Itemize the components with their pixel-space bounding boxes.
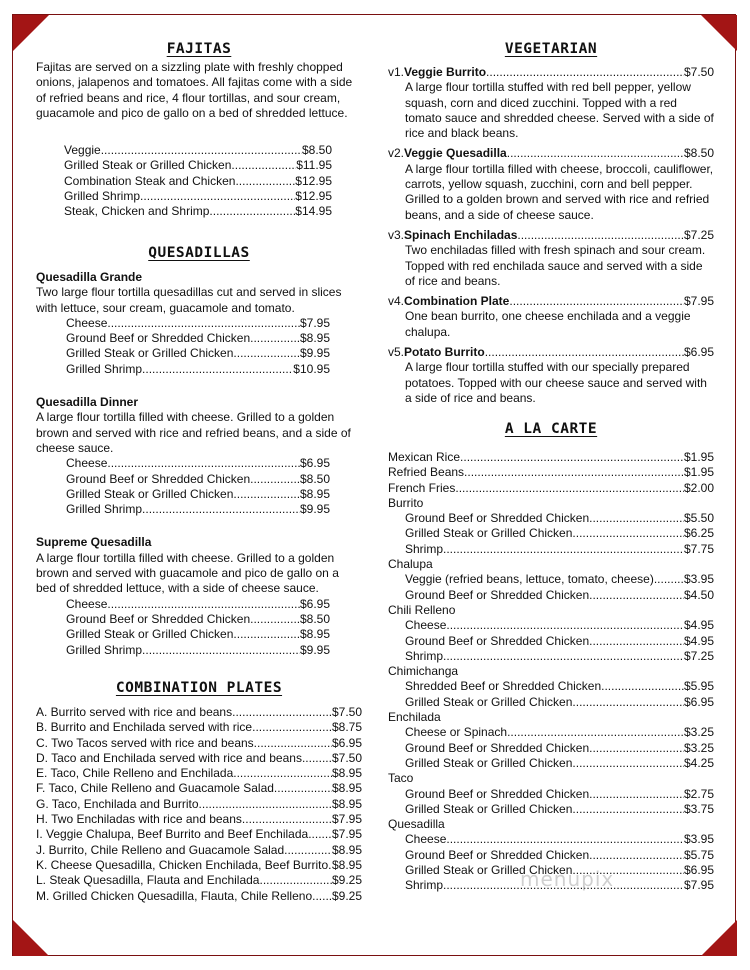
leader-dots	[446, 832, 684, 847]
leader-dots	[235, 174, 295, 189]
item-price: $5.50	[683, 511, 714, 526]
menu-item-row	[36, 736, 362, 751]
item-price: $8.50	[299, 471, 330, 486]
quesadilla-group-description: A large flour tortilla filled with cheese. Grilled to a golden brown and served with rice and refried beans, and a side of cheese sauce.	[36, 410, 351, 455]
item-name: Cheese or Spinach	[405, 725, 508, 740]
leader-dots	[233, 346, 300, 361]
menu-item-row	[388, 634, 714, 649]
menu-item-row	[36, 827, 362, 842]
leader-dots	[507, 146, 684, 161]
item-name: H. Two Enchiladas with rice and beans	[36, 812, 242, 827]
leader-dots	[242, 812, 332, 827]
menu-item-row	[388, 542, 714, 557]
item-price: $1.95	[683, 465, 714, 480]
menu-item-row	[66, 627, 330, 642]
alacarte-category-label: Chili Relleno	[388, 602, 456, 617]
leader-dots	[517, 228, 684, 243]
fajitas-title: FAJITAS	[166, 41, 232, 57]
menu-item-row	[388, 725, 714, 740]
leader-dots	[302, 751, 332, 766]
menu-item-row	[36, 812, 362, 827]
item-price: $8.50	[683, 146, 714, 161]
menu-item-row	[36, 873, 362, 888]
menu-item-row	[66, 502, 330, 517]
item-price: $6.95	[331, 735, 362, 750]
leader-dots	[254, 736, 332, 751]
quesadilla-group-title: Quesadilla Dinner	[36, 395, 139, 410]
alacarte-category-label: Enchilada	[388, 710, 441, 725]
menu-item-row	[388, 848, 714, 863]
menu-item-row	[388, 572, 714, 587]
menu-item-row	[66, 487, 330, 502]
alacarte-category-label: Taco	[388, 771, 414, 786]
alacarte-category-label: Burrito	[388, 495, 424, 510]
item-price: $9.95	[299, 642, 330, 657]
menu-item-row	[388, 802, 714, 817]
item-price: $4.25	[683, 755, 714, 770]
item-name: Cheese	[66, 315, 108, 330]
item-name: Grilled Steak or Grilled Chicken	[405, 801, 573, 816]
leader-dots	[259, 873, 331, 888]
leader-dots	[507, 725, 684, 740]
leader-dots	[572, 526, 684, 541]
item-description: Two enchiladas filled with fresh spinach and sour cream. Topped with red enchilada sauce and served with a side of rice and beans.	[405, 243, 706, 288]
item-name: A. Burrito served with rice and beans	[36, 705, 233, 719]
item-number: v3.	[388, 227, 405, 242]
item-price: $7.50	[683, 65, 714, 79]
leader-dots	[209, 204, 295, 219]
leader-dots	[589, 787, 684, 802]
corner-ornament-bottom-right	[701, 920, 737, 956]
leader-dots	[233, 627, 300, 642]
item-price: $12.95	[295, 173, 332, 188]
item-name: Grilled Shrimp	[66, 361, 143, 376]
item-name: French Fries	[388, 480, 456, 495]
item-name: F. Taco, Chile Relleno and Guacamole Salad	[36, 781, 274, 796]
item-price: $4.50	[683, 587, 714, 602]
quesadilla-price-list	[36, 316, 362, 377]
leader-dots	[572, 756, 684, 771]
menu-item-row	[388, 450, 714, 465]
item-description: A large flour tortilla filled with cheese, broccoli, cauliflower, carrots, yellow squash, zucchini, corn and bell pepper. Grilled to a golden brown and served with rice and refried beans, and a side of cheese sauce.	[405, 161, 714, 222]
item-number: v2.	[388, 146, 405, 161]
leader-dots	[252, 720, 332, 735]
item-price: $8.95	[331, 796, 362, 811]
item-price: $7.75	[683, 541, 714, 556]
menu-item-row	[66, 472, 330, 487]
menu-item-row	[64, 143, 332, 158]
menu-item-row	[388, 618, 714, 633]
item-name: Veggie	[64, 143, 101, 158]
item-name: D. Taco and Enchilada served with rice and beans	[36, 750, 302, 765]
item-description: A large flour tortilla stuffed with our specially prepared potatoes. Topped with our cheese sauce and served with a side of rice and beans.	[405, 360, 707, 405]
quesadillas-section	[36, 270, 362, 676]
leader-dots	[101, 143, 302, 158]
item-name: E. Taco, Chile Relleno and Enchilada	[36, 766, 234, 781]
item-name: Ground Beef or Shredded Chicken	[405, 511, 590, 526]
item-price: $6.95	[299, 596, 330, 611]
menu-item-row	[36, 843, 362, 858]
item-number: v4.	[388, 294, 405, 309]
leader-dots	[589, 741, 684, 756]
quesadilla-group-description: A large flour tortilla filled with cheese. Grilled to a golden brown and served with guacamole and pico de gallo on a bed of shredded lettuce, with a side of cheese sauce.	[36, 550, 339, 596]
item-price: $7.25	[683, 648, 714, 663]
alacarte-title: A LA CARTE	[504, 421, 598, 437]
item-name: Grilled Steak or Grilled Chicken	[64, 158, 232, 173]
item-name: Cheese	[405, 832, 447, 847]
quesadilla-price-list	[36, 456, 362, 517]
item-name: Grilled Shrimp	[64, 189, 141, 204]
item-name: Shrimp	[405, 541, 444, 556]
leader-dots	[107, 316, 300, 331]
item-price: $10.95	[293, 361, 330, 376]
item-name: Combination Plate	[404, 294, 510, 309]
menu-item-row	[388, 465, 714, 480]
item-price: $3.95	[683, 832, 714, 847]
leader-dots	[446, 618, 684, 633]
leader-dots	[142, 502, 300, 517]
item-price: $7.95	[331, 812, 362, 827]
menu-item-row	[36, 705, 362, 720]
item-price: $6.95	[683, 863, 714, 878]
vegetarian-item	[388, 228, 714, 289]
menu-item-row	[66, 456, 330, 471]
item-price: $7.95	[683, 294, 714, 309]
menu-item-row	[388, 588, 714, 603]
item-price: $7.95	[331, 827, 362, 842]
item-price: $8.95	[299, 486, 330, 501]
item-name: B. Burrito and Enchilada served with rice	[36, 720, 253, 735]
quesadilla-group	[36, 535, 362, 657]
item-price: $3.75	[683, 801, 714, 816]
menu-item-row	[64, 204, 332, 219]
item-price: $7.50	[331, 750, 362, 765]
item-price: $9.25	[331, 888, 362, 903]
leader-dots	[308, 827, 332, 842]
alacarte-section	[388, 450, 714, 894]
item-name: Grilled Steak or Grilled Chicken	[405, 526, 573, 541]
menu-item-row	[388, 832, 714, 847]
menu-item-row	[36, 889, 362, 904]
watermark-text: menupix	[520, 867, 615, 891]
item-name: Grilled Steak or Grilled Chicken	[405, 755, 573, 770]
leader-dots	[274, 781, 332, 796]
menu-item-row	[388, 679, 714, 694]
item-price: $2.75	[683, 786, 714, 801]
leader-dots	[589, 848, 684, 863]
menu-item-row	[36, 781, 362, 796]
quesadilla-group-title: Supreme Quesadilla	[36, 535, 152, 550]
item-price: $11.95	[296, 158, 332, 173]
item-name: Ground Beef or Shredded Chicken	[405, 740, 590, 755]
leader-dots	[601, 679, 684, 694]
menu-item-row	[64, 158, 332, 173]
item-price: $3.25	[683, 740, 714, 755]
item-price: $8.95	[331, 857, 362, 872]
leader-dots	[485, 345, 684, 360]
vegetarian-item-header	[388, 228, 714, 243]
menu-item-row	[36, 751, 362, 766]
vegetarian-item-header	[388, 65, 714, 80]
menu-item-row	[66, 362, 330, 377]
item-price: $8.50	[299, 611, 330, 626]
leader-dots	[250, 612, 300, 627]
menu-item-row	[66, 331, 330, 346]
fajitas-section	[36, 60, 362, 220]
item-name: Ground Beef or Shredded Chicken	[405, 847, 590, 862]
leader-dots	[142, 643, 300, 658]
vegetarian-item-header	[388, 146, 714, 161]
menu-item-row	[66, 346, 330, 361]
item-name: Ground Beef or Shredded Chicken	[405, 587, 590, 602]
menu-item-row	[64, 174, 332, 189]
item-price: $6.95	[683, 345, 714, 360]
item-price: $3.25	[683, 725, 714, 740]
item-price: $2.00	[683, 480, 714, 495]
menu-item-row	[64, 189, 332, 204]
item-name: Ground Beef or Shredded Chicken	[66, 611, 251, 626]
item-price: $4.95	[683, 618, 714, 633]
item-name: Veggie Burrito	[404, 65, 487, 79]
item-price: $14.95	[295, 204, 332, 219]
item-name: Shrimp	[405, 648, 444, 663]
leader-dots	[232, 705, 332, 720]
alacarte-category-label: Chalupa	[388, 557, 433, 572]
item-price: $6.95	[683, 694, 714, 709]
item-name: Grilled Shrimp	[66, 642, 143, 657]
fajitas-price-list	[36, 143, 362, 219]
item-price: $5.75	[683, 847, 714, 862]
item-name: Ground Beef or Shredded Chicken	[66, 331, 251, 346]
vegetarian-item	[388, 146, 714, 222]
item-name: Cheese	[66, 596, 108, 611]
menu-item-row	[36, 720, 362, 735]
item-price: $6.95	[299, 456, 330, 471]
item-number: v5.	[388, 345, 405, 360]
menu-item-row	[388, 649, 714, 664]
item-name: Grilled Steak or Grilled Chicken	[66, 486, 234, 501]
quesadillas-title: QUESADILLAS	[148, 245, 250, 261]
item-price: $8.75	[331, 720, 362, 735]
item-name: Grilled Steak or Grilled Chicken	[66, 346, 234, 361]
item-description: A large flour tortilla stuffed with red bell pepper, yellow squash, corn and diced zucchini. Topped with a red tomato sauce and shredded cheese. Served with a side of rice and black beans.	[405, 80, 714, 141]
item-name: M. Grilled Chicken Quesadilla, Flauta, Chile Relleno	[36, 888, 313, 903]
item-name: Grilled Steak or Grilled Chicken	[405, 863, 573, 878]
item-price: $8.95	[331, 842, 362, 857]
item-number: v1.	[388, 65, 405, 79]
fajitas-description: Fajitas are served on a sizzling plate with freshly chopped onions, jalapenos and tomatoes. All fajitas come with a side of refried beans and rice, 4 flour tortillas, and sour cream, guacamole and pico de gallo on a bed of shredded lettuce.	[36, 60, 353, 120]
item-name: Grilled Steak or Grilled Chicken	[405, 694, 573, 709]
leader-dots	[572, 695, 684, 710]
quesadilla-price-list	[36, 597, 362, 658]
vegetarian-item	[388, 345, 714, 406]
item-price: $7.50	[331, 705, 362, 719]
leader-dots	[199, 797, 332, 812]
leader-dots	[654, 572, 684, 587]
item-price: $12.95	[295, 189, 332, 204]
item-price: $9.25	[331, 873, 362, 888]
leader-dots	[443, 649, 684, 664]
menu-item-row	[66, 612, 330, 627]
leader-dots	[107, 597, 300, 612]
menu-item-row	[388, 695, 714, 710]
menu-item-row	[66, 316, 330, 331]
menu-item-row	[36, 858, 362, 873]
menu-item-row	[388, 481, 714, 496]
menu-item-row	[36, 766, 362, 781]
leader-dots	[460, 450, 684, 465]
leader-dots	[589, 511, 684, 526]
item-price: $3.95	[683, 572, 714, 587]
menu-item-row	[388, 741, 714, 756]
menu-item-row	[66, 643, 330, 658]
item-price: $4.95	[683, 633, 714, 648]
vegetarian-item-header	[388, 345, 714, 360]
leader-dots	[233, 487, 300, 502]
item-name: Combination Steak and Chicken	[64, 173, 236, 188]
leader-dots	[250, 472, 300, 487]
vegetarian-title: VEGETARIAN	[504, 41, 598, 57]
item-name: Potato Burrito	[404, 345, 485, 360]
item-price: $5.95	[683, 679, 714, 694]
item-price: $8.95	[299, 331, 330, 346]
menu-item-row	[388, 511, 714, 526]
leader-dots	[589, 588, 684, 603]
menu-item-row	[36, 797, 362, 812]
leader-dots	[231, 158, 296, 173]
alacarte-category-label: Chimichanga	[388, 664, 459, 679]
item-price: $7.95	[683, 878, 714, 893]
item-name: Veggie (refried beans, lettuce, tomato, cheese)	[405, 572, 654, 587]
leader-dots	[572, 802, 684, 817]
item-name: Ground Beef or Shredded Chicken	[405, 786, 590, 801]
item-name: L. Steak Quesadilla, Flauta and Enchilada	[36, 873, 260, 888]
quesadilla-group	[36, 395, 362, 517]
item-name: Ground Beef or Shredded Chicken	[66, 471, 251, 486]
item-name: G. Taco, Enchilada and Burrito	[36, 796, 199, 811]
item-name: J. Burrito, Chile Relleno and Guacamole Salad	[36, 842, 285, 857]
item-name: Spinach Enchiladas	[404, 227, 518, 242]
item-name: C. Two Tacos served with rice and beans	[36, 735, 254, 750]
item-price: $6.25	[683, 526, 714, 541]
leader-dots	[142, 362, 293, 377]
item-name: Refried Beans	[388, 465, 465, 480]
menu-item-row	[388, 787, 714, 802]
item-description: One bean burrito, one cheese enchilada and a veggie chalupa.	[405, 309, 691, 339]
item-price: $8.95	[331, 766, 362, 781]
quesadilla-group-title: Quesadilla Grande	[36, 270, 143, 284]
item-name: Grilled Steak or Grilled Chicken	[66, 627, 234, 642]
leader-dots	[107, 456, 300, 471]
vegetarian-item	[388, 294, 714, 340]
leader-dots	[509, 294, 684, 309]
item-name: Grilled Shrimp	[66, 502, 143, 517]
item-name: Veggie Quesadilla	[404, 146, 507, 161]
vegetarian-item	[388, 65, 714, 141]
item-price: $8.95	[331, 781, 362, 796]
item-price: $9.95	[299, 346, 330, 361]
item-name: Cheese	[66, 456, 108, 471]
leader-dots	[486, 65, 684, 80]
leader-dots	[464, 465, 684, 480]
item-name: Mexican Rice	[388, 450, 461, 464]
leader-dots	[250, 331, 300, 346]
item-name: I. Veggie Chalupa, Beef Burrito and Beef Enchilada	[36, 827, 309, 842]
vegetarian-item-header	[388, 294, 714, 309]
item-name: Ground Beef or Shredded Chicken	[405, 633, 590, 648]
item-price: $9.95	[299, 502, 330, 517]
item-price: $7.25	[683, 227, 714, 242]
leader-dots	[140, 189, 295, 204]
menu-item-row	[388, 756, 714, 771]
item-name: Steak, Chicken and Shrimp	[64, 204, 210, 219]
item-price: $8.50	[301, 143, 332, 158]
vegetarian-section	[388, 65, 714, 411]
quesadilla-group	[36, 270, 362, 377]
item-name: Shrimp	[405, 878, 444, 893]
leader-dots	[455, 481, 684, 496]
combination-plates-title: COMBINATION PLATES	[115, 680, 283, 696]
item-price: $7.95	[299, 315, 330, 330]
item-name: Shredded Beef or Shredded Chicken	[405, 679, 602, 694]
leader-dots	[233, 766, 332, 781]
menu-item-row	[388, 526, 714, 541]
item-name: Cheese	[405, 618, 447, 633]
combination-price-list	[36, 705, 362, 904]
menu-item-row	[66, 597, 330, 612]
leader-dots	[443, 542, 684, 557]
item-price: $8.95	[299, 627, 330, 642]
leader-dots	[589, 634, 684, 649]
item-price: $1.95	[683, 450, 714, 464]
item-name: K. Cheese Quesadilla, Chicken Enchilada, Beef Burrito	[36, 857, 329, 872]
quesadilla-group-description: Two large flour tortilla quesadillas cut and served in slices with lettuce, sour cream, guacamole and tomato.	[36, 285, 342, 315]
corner-ornament-bottom-left	[13, 920, 49, 956]
leader-dots	[312, 889, 332, 904]
leader-dots	[284, 843, 332, 858]
alacarte-category-label: Quesadilla	[388, 817, 445, 832]
